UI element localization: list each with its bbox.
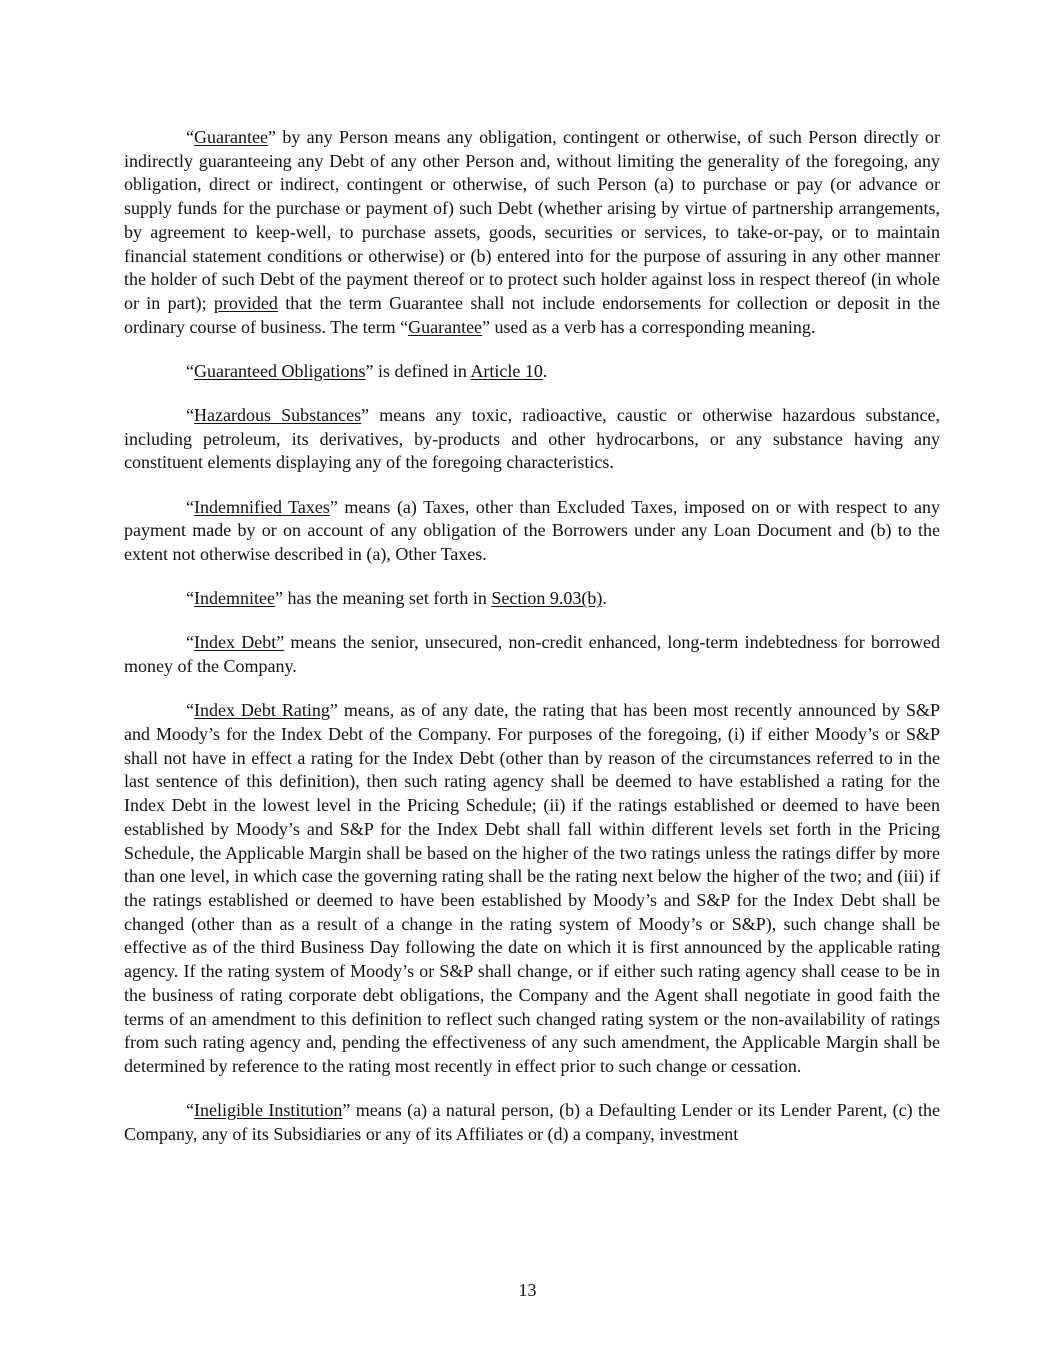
- page-number: 13: [518, 1280, 537, 1300]
- defined-term: Indemnitee: [194, 588, 275, 609]
- defined-term: Indemnified Taxes: [194, 496, 330, 517]
- emphasis-term: provided: [213, 292, 278, 313]
- definition-index-debt: “Index Debt” means the senior, unsecured, non-credit enhanced, long-term indebtedness for borrowed money of the Company.: [124, 632, 940, 677]
- definition-indemnitee: “Indemnitee” has the meaning set forth in Section 9.03(b).: [186, 588, 607, 609]
- defined-term: Guarantee: [194, 127, 268, 147]
- definition-guaranteed-obligations: “Guaranteed Obligations” is defined in Article 10.: [186, 360, 548, 381]
- defined-term: Index Debt Rating: [194, 700, 330, 721]
- definition-hazardous-substances: “Hazardous Substances” means any toxic, radioactive, caustic or otherwise hazardous substance, including petroleum, its derivatives, by-products and other hydrocarbons, or any substance having any constituent elements displaying any of the foregoing characteristics.: [124, 405, 940, 473]
- definition-ineligible-institution: “Ineligible Institution” means (a) a natural person, (b) a Defaulting Lender or its Lender Parent, (c) the Company, any of its Subsidiaries or any of its Affiliates or (d) a company, investment: [124, 1100, 940, 1144]
- defined-term: Ineligible Institution: [194, 1100, 343, 1121]
- defined-term: Guarantee: [408, 316, 483, 337]
- defined-term: Hazardous Substances: [194, 405, 362, 426]
- cross-reference: Article 10: [470, 360, 543, 381]
- defined-term: Guaranteed Obligations: [194, 360, 366, 381]
- definitions-body: [124, 126, 940, 1167]
- defined-term: Index Debt”: [194, 632, 285, 653]
- cross-reference: Section 9.03(b): [491, 588, 603, 609]
- definition-guarantee: “Guarantee” by any Person means any obligation, contingent or otherwise, of such Person directly or indirectly guaranteeing any Debt of any other Person and, without limiting the generality of the foregoing, any obligation, direct or indirect, contingent or otherwise, of such Person (a) to purchase or pay (or advance or supply funds for the purchase or payment of) such Debt (whether arising by virtue of partnership arrangements, by agreement to keep-well, to purchase assets, goods, securities or services, to take-or-pay, or to maintain financial statement conditions or otherwise) or (b) entered into for the purpose of assuring in any other manner the holder of such Debt of the payment thereof or to protect such holder against loss in respect thereof (in whole or in part); provided that the term Guarantee shall not include endorsements for collection or deposit in the ordinary course of business. The term “Guarantee” used as a verb has a corresponding meaning.: [124, 127, 940, 337]
- definition-index-debt-rating: “Index Debt Rating” means, as of any date, the rating that has been most recently announced by S&P and Moody’s for the Index Debt of the Company. For purposes of the foregoing, (i) if either Moody’s or S&P shall not have in effect a rating for the Index Debt (other than by reason of the circumstances referred to in the last sentence of this definition), then such rating agency shall be deemed to have established a rating for the Index Debt in the lowest level in the Pricing Schedule; (ii) if the ratings established or deemed to have been established by Moody’s and S&P for the Index Debt shall fall within different levels set forth in the Pricing Schedule, the Applicable Margin shall be based on the higher of the two ratings unless the ratings differ by more than one level, in which case the governing rating shall be the rating next below the higher of the two; and (iii) if the ratings established or deemed to have been established by Moody’s and S&P for the Index Debt shall be changed (other than as a result of a change in the rating system of Moody’s or S&P), such change shall be effective as of the third Business Day following the date on which it is first announced by the applicable rating agency. If the rating system of Moody’s or S&P shall change, or if either such rating agency shall cease to be in the business of rating corporate debt obligations, the Company and the Agent shall negotiate in good faith the terms of an amendment to this definition to reflect such changed rating system or the non-availability of ratings from such rating agency and, pending the effectiveness of any such amendment, the Applicable Margin shall be determined by reference to the rating most recently in effect prior to such change or cessation.: [124, 700, 940, 1076]
- definition-indemnified-taxes: “Indemnified Taxes” means (a) Taxes, other than Excluded Taxes, imposed on or with respect to any payment made by or on account of any obligation of the Borrowers under any Loan Document and (b) to the extent not otherwise described in (a), Other Taxes.: [124, 496, 940, 565]
